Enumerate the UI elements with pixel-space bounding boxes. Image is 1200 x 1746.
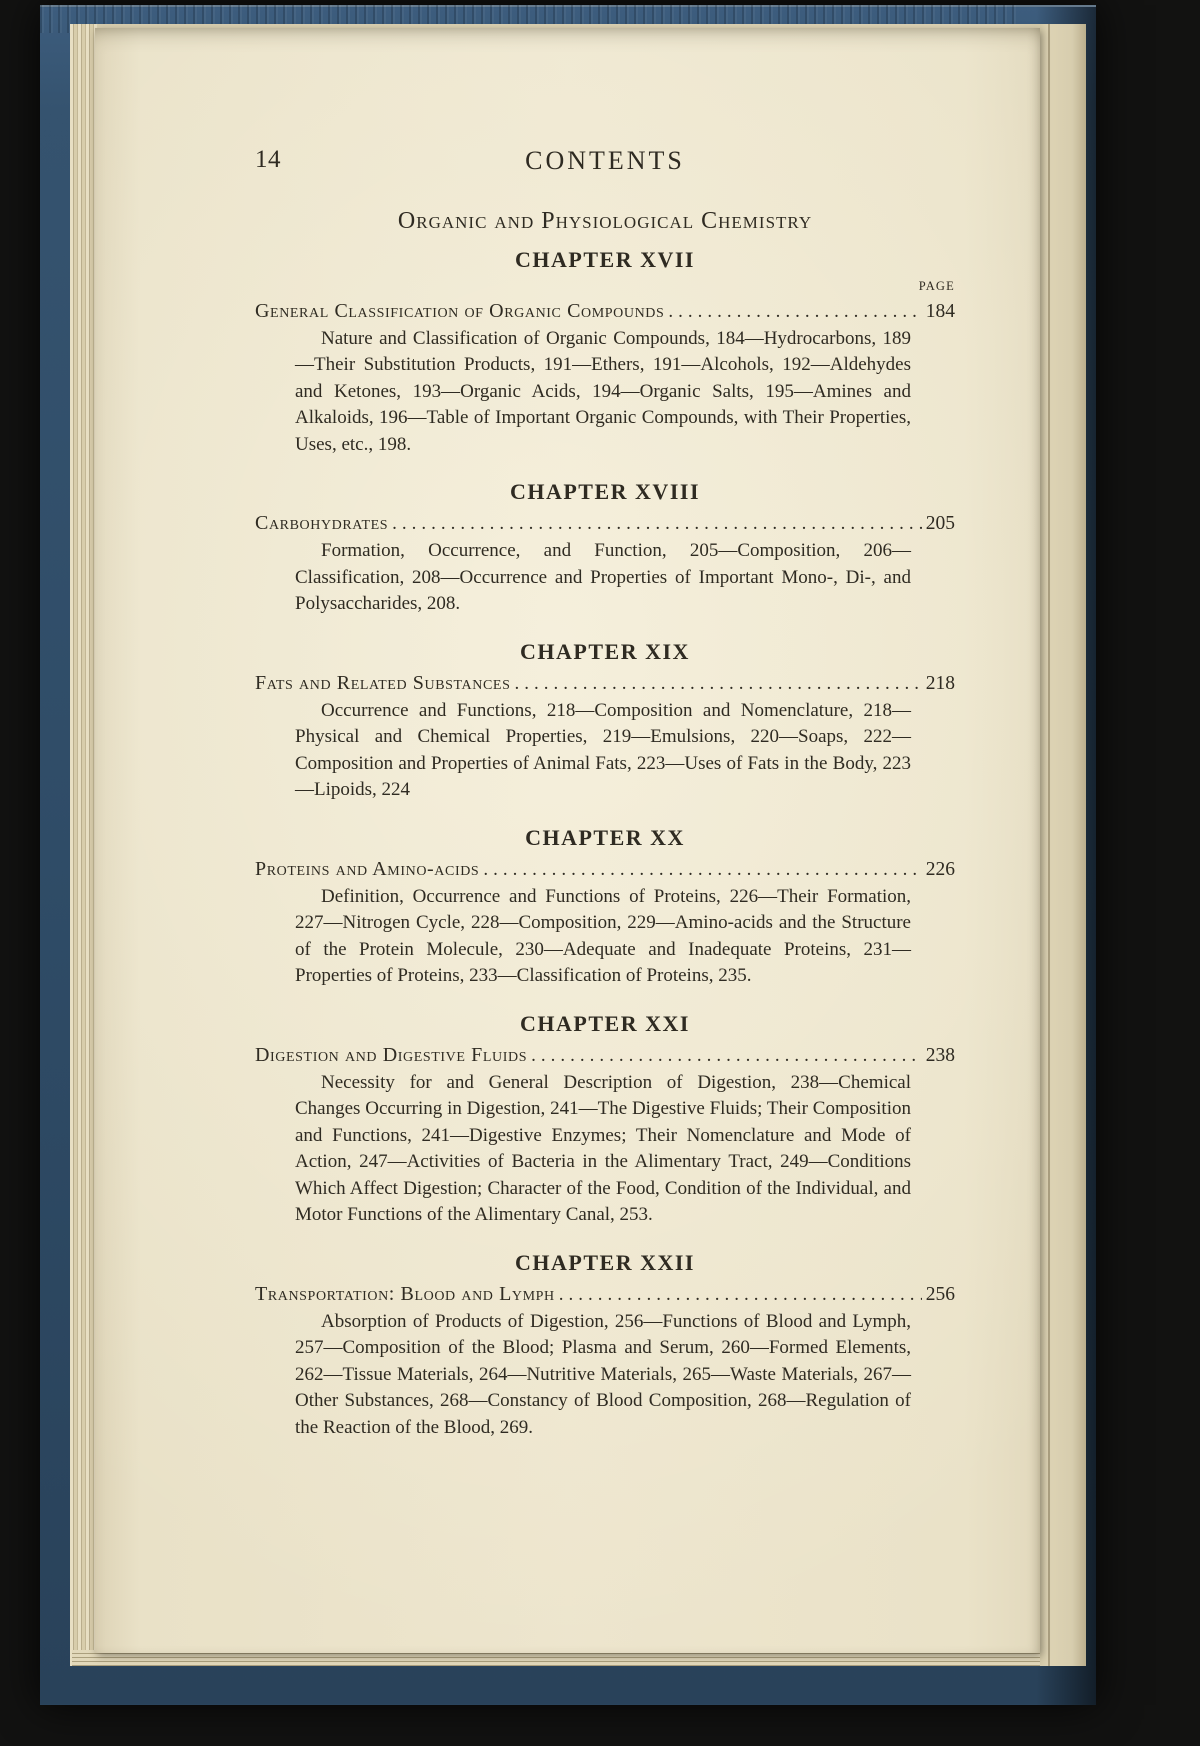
toc-entry-page: 218 [925, 672, 955, 694]
dot-leader [559, 1283, 922, 1306]
contents-header: CONTENTS [525, 146, 685, 175]
toc-entry-page: 226 [925, 858, 955, 880]
dot-leader [531, 1044, 922, 1067]
chapter-heading: CHAPTER XXI [520, 1010, 690, 1036]
toc-entry-description: Occurrence and Functions, 218—Composition and Nomenclature, 218—Physical and Chemical Properties, 219—Emulsions, 220—Soaps, 222—Composition and Properties of Animal Fats, 223—Uses of Fats in the Body, 223—Lipoids, 224 [295, 699, 911, 800]
page-edges-left [70, 24, 97, 1666]
chapter-heading: CHAPTER XX [525, 824, 685, 850]
chapter-heading: CHAPTER XIX [520, 638, 690, 664]
toc-chapter-block [255, 479, 955, 618]
chapter-heading: CHAPTER XVIII [509, 479, 701, 504]
page-header-row [255, 146, 955, 178]
toc-entry [255, 300, 955, 323]
toc-entry [255, 1044, 955, 1067]
toc-entry-page: 184 [925, 300, 955, 322]
page-column-label: PAGE [918, 279, 955, 293]
chapter-heading: CHAPTER XVII [515, 247, 695, 272]
dot-leader [514, 672, 921, 695]
chapter-heading: CHAPTER XXII [515, 1249, 695, 1275]
toc-entry-title: Fats and Related Substances [255, 671, 511, 694]
toc-chapter-block [255, 1250, 955, 1442]
toc-entry [255, 858, 955, 881]
toc-entry-page: 256 [925, 1283, 955, 1305]
page-content [95, 28, 1040, 1653]
toc-entry-description: Necessity for and General Description of Digestion, 238—Chemical Changes Occurring in Digestion, 241—The Digestive Fluids; Their Composition and Functions, 241—Digestive Enzymes; Their Nomenclature and Mode of Action, 247—Activities of Bacteria in the Alimentary Tract, 249—Conditions Which Affect Digestion; Character of the Food, Condition of the Individual, and Motor Functions of the Alimentary Canal, 253. [295, 1071, 911, 1225]
page-number: 14 [255, 146, 281, 173]
toc-entry-title: Digestion and Digestive Fluids [255, 1043, 528, 1066]
toc-entry-description: Nature and Classification of Organic Compounds, 184—Hydrocarbons, 189—Their Substitution Products, 191—Ethers, 191—Alcohols, 192—Aldehydes and Ketones, 193—Organic Acids, 194—Organic Salts, 195—Amines and Alkaloids, 196—Table of Important Organic Compounds, with Their Properties, Uses, etc., 198. [295, 327, 911, 455]
toc-entry [255, 1283, 955, 1306]
toc-entry-page: 205 [925, 513, 955, 534]
toc-entry-description: Formation, Occurrence, and Function, 205—Composition, 206—Classification, 208—Occurrence and Properties of Important Mono-, Di-, and Polysaccharides, 208. [295, 540, 911, 614]
dot-leader [392, 512, 922, 535]
dot-leader [668, 300, 921, 323]
toc-entry-description: Absorption of Products of Digestion, 256—Functions of Blood and Lymph, 257—Composition of the Blood; Plasma and Serum, 260—Formed Elements, 262—Tissue Materials, 264—Nutritive Materials, 265—Waste Materials, 267—Other Substances, 268—Constancy of Blood Composition, 268—Regulation of the Reaction of the Blood, 269. [295, 1310, 911, 1438]
toc-entry [255, 672, 955, 695]
toc-entry-title: Transportation: Blood and Lymph [255, 1282, 555, 1305]
toc-chapter-block [255, 639, 955, 804]
toc-entry [255, 512, 955, 535]
toc-chapter-block [255, 825, 955, 990]
toc-chapter-block [255, 1011, 955, 1229]
toc-entry-page: 238 [925, 1044, 955, 1066]
toc-chapter-block [255, 247, 955, 458]
book-page [95, 28, 1040, 1653]
section-title: Organic and Physiological Chemistry [397, 208, 813, 234]
toc-entry-title: General Classification of Organic Compounds [255, 299, 665, 322]
toc-entry-description: Definition, Occurrence and Functions of Proteins, 226—Their Formation, 227—Nitrogen Cycle, 228—Composition, 229—Amino-acids and the Structure of the Protein Molecule, 230—Adequate and Inadequate Proteins, 231—Properties of Proteins, 233—Classification of Proteins, 235. [295, 885, 911, 986]
toc-entry-title: Proteins and Amino-acids [255, 857, 480, 880]
dot-leader [483, 858, 921, 881]
page-fore-edge [1040, 24, 1086, 1666]
toc-entry-title: Carbohydrates [255, 512, 389, 534]
